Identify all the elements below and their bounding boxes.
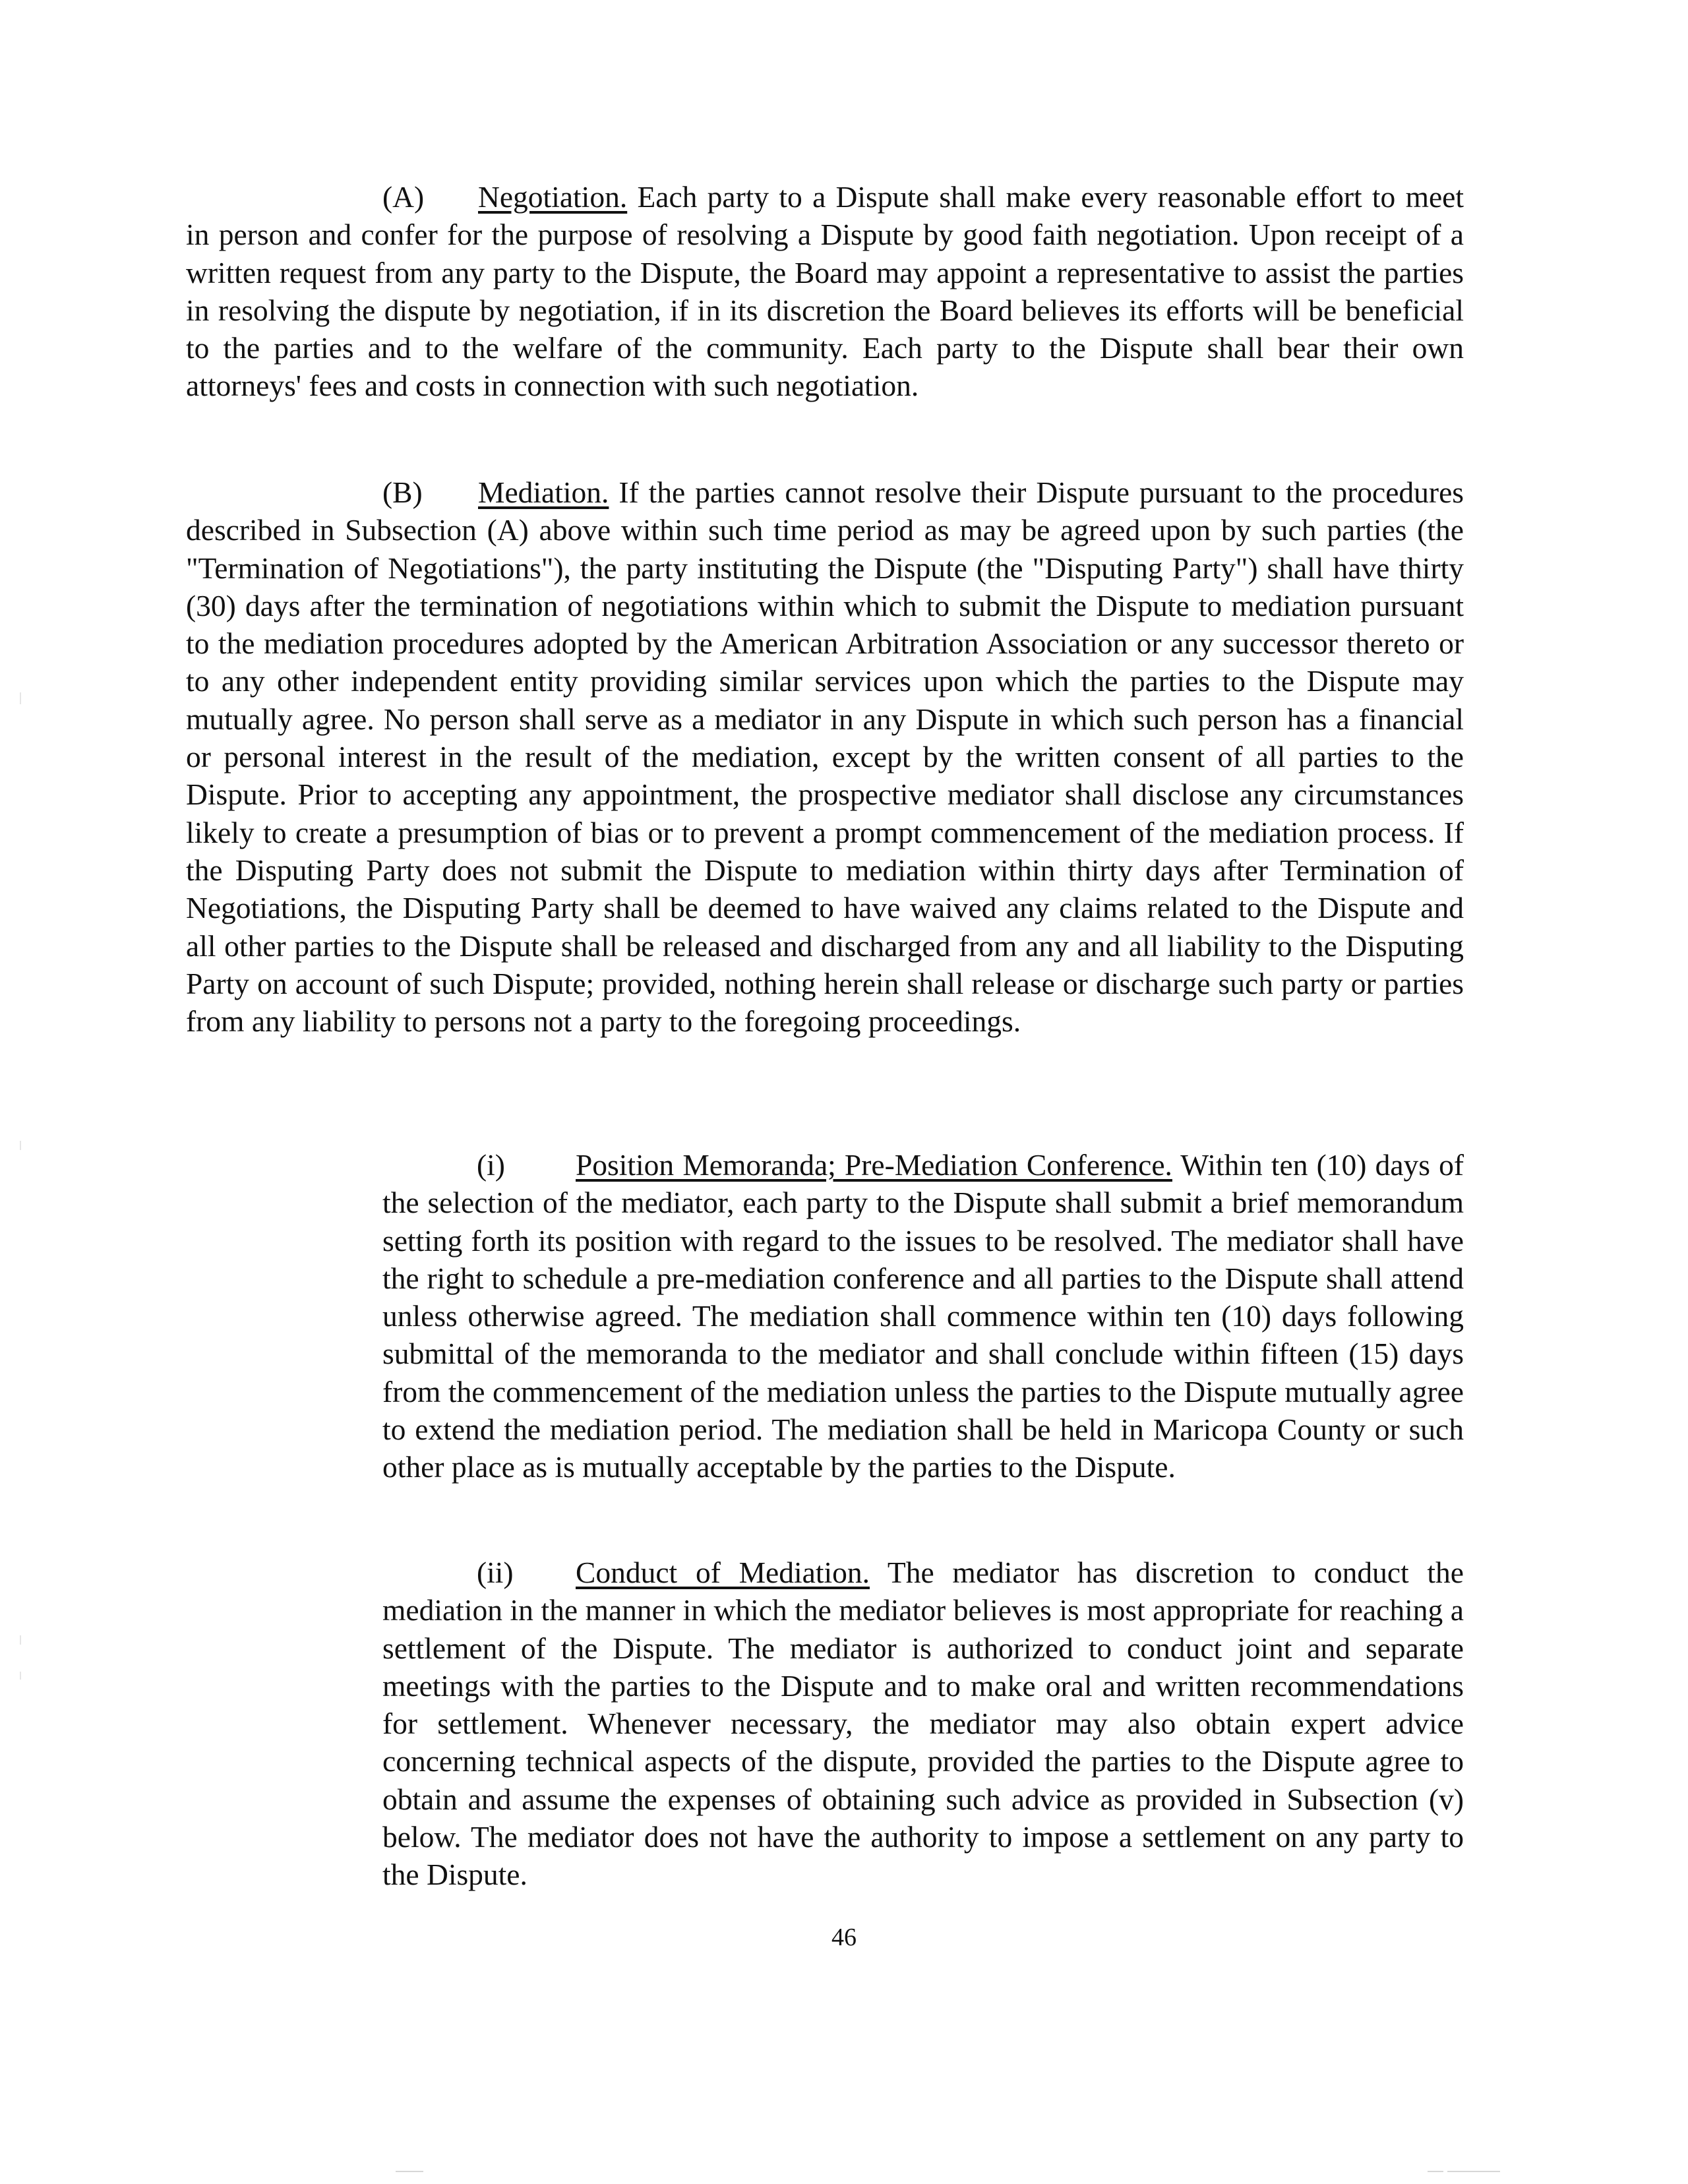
scan-margin-mark [20, 1635, 21, 1645]
section-a-heading: Negotiation. [478, 180, 628, 214]
scan-margin-mark [20, 692, 21, 704]
subsection-i-paragraph [382, 1146, 1464, 1486]
section-a-paragraph [186, 178, 1464, 405]
subsection-ii-paragraph [382, 1554, 1464, 1894]
scan-edge-mark [1428, 2171, 1443, 2172]
section-a-text: Each party to a Dispute shall make every reasonable effort to meet in person and confer for the purpose of resolving a Dispute by good faith negotiation. Upon receipt of a written request from any party to the Dispute, the Board may appoint a representative to assist the parties in resolving the dispute by negotiation, if in its discretion the Board believes its efforts will be beneficial to the parties and to the welfare of the community. Each party to the Dispute shall bear their own attorneys' fees and costs in connection with such negotiation. [186, 180, 1464, 403]
scan-margin-mark [20, 1672, 21, 1680]
section-b-text: If the parties cannot resolve their Dispute pursuant to the procedures described in Subsection (A) above within such time period as may be agreed upon by such parties (the "Termination of Negotiations"), the party instituting the Dispute (the "Disputing Party") shall have thirty (30) days after the termination of negotiations within which to submit the Dispute to mediation pursuant to the mediation procedures adopted by the American Arbitration Association or any successor thereto or to any other independent entity providing similar services upon which the parties to the Dispute may mutually agree. No person shall serve as a mediator in any Dispute in which such person has a financial or personal interest in the result of the mediation, except by the written consent of all parties to the Dispute. Prior to accepting any appointment, the prospective mediator shall disclose any circumstances likely to create a presumption of bias or to prevent a prompt commencement of the mediation process. If the Disputing Party does not submit the Dispute to mediation within thirty days after Termination of Negotiations, the Disputing Party shall be deemed to have waived any claims related to the Dispute and all other parties to the Dispute shall be released and discharged from any and all liability to the Disputing Party on account of such Dispute; provided, nothing herein shall release or discharge such party or parties from any liability to persons not a party to the foregoing proceedings. [186, 475, 1464, 1039]
subsection-i-text: Within ten (10) days of the selection of the mediator, each party to the Dispute shall submit a brief memorandum setting forth its position with regard to the issues to be resolved. The mediator shall have the right to schedule a pre-mediation conference and all parties to the Dispute shall attend unless otherwise agreed. The mediation shall commence within ten (10) days following submittal of the memoranda to the mediator and shall conclude within fifteen (15) days from the commencement of the mediation unless the parties to the Dispute mutually agree to extend the mediation period. The mediation shall be held in Maricopa County or such other place as is mutually acceptable by the parties to the Dispute. [382, 1148, 1464, 1484]
scan-edge-mark [396, 2171, 423, 2172]
page-number: 46 [831, 1924, 857, 1951]
scan-edge-mark [1447, 2171, 1500, 2172]
section-b-label: (B) [382, 475, 423, 509]
subsection-ii-label: (ii) [477, 1556, 514, 1589]
section-a-label: (A) [382, 180, 425, 214]
subsection-ii-heading: Conduct of Mediation. [576, 1556, 870, 1589]
subsection-i-heading: Position Memoranda; Pre-Mediation Conference. [576, 1148, 1172, 1182]
section-b-paragraph [186, 473, 1464, 1040]
section-b-heading: Mediation. [478, 475, 609, 509]
subsection-i-label: (i) [477, 1148, 505, 1182]
scan-margin-mark [20, 1141, 21, 1150]
subsection-ii-text: The mediator has discretion to conduct the mediation in the manner in which the mediator believes is most appropriate for reaching a settlement of the Dispute. The mediator is authorized to conduct joint and separate meetings with the parties to the Dispute and to make oral and written recommendations for settlement. Whenever necessary, the mediator may also obtain expert advice concerning technical aspects of the dispute, provided the parties to the Dispute agree to obtain and assume the expenses of obtaining such advice as provided in Subsection (v) below. The mediator does not have the authority to impose a settlement on any party to the Dispute. [382, 1556, 1464, 1892]
